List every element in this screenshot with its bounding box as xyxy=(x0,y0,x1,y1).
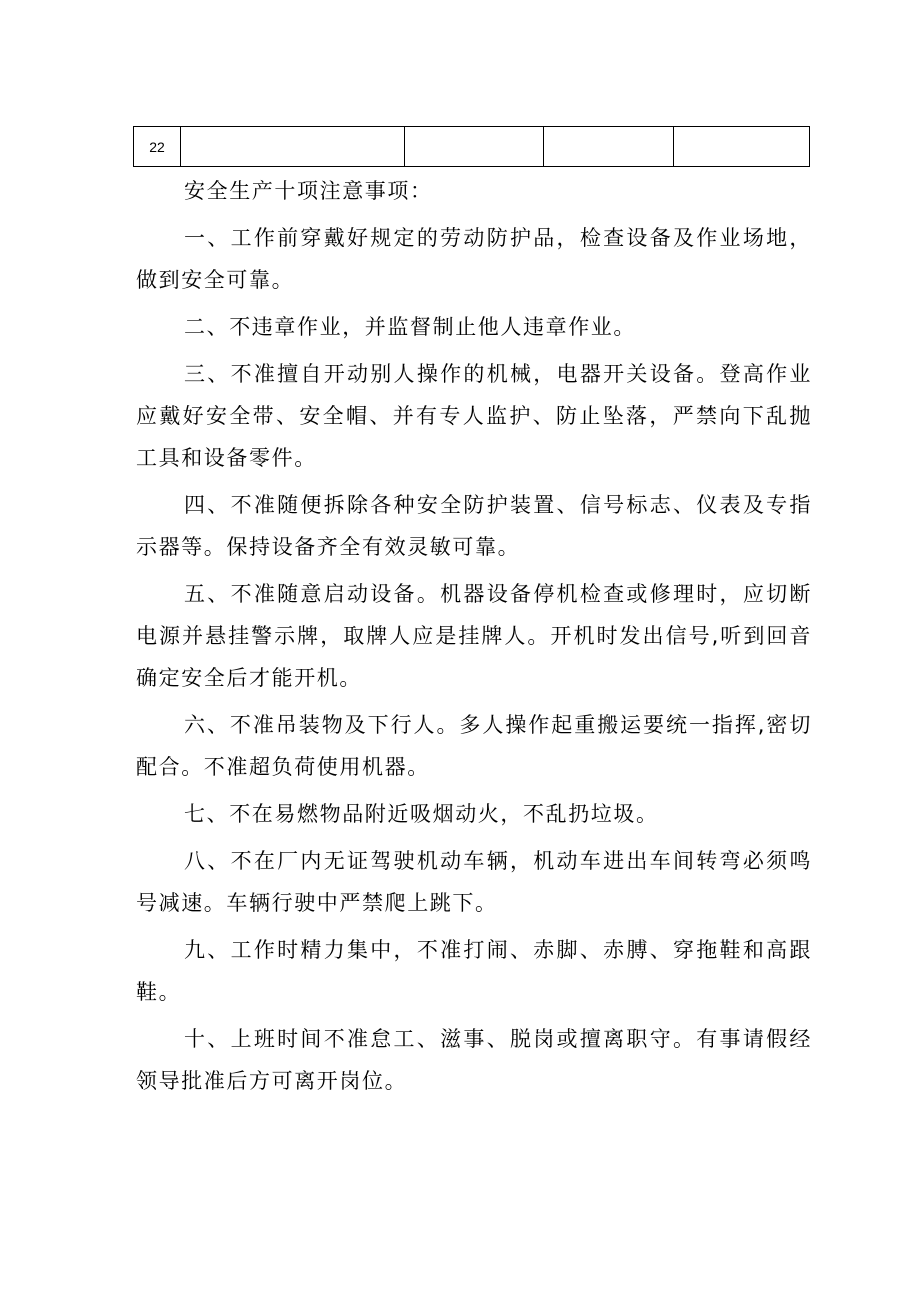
table-row xyxy=(134,127,810,167)
notice-item-6: 六、不准吊装物及下行人。多人操作起重搬运要统一指挥,密切配合。不准超负荷使用机器。 xyxy=(136,713,812,779)
record-table xyxy=(133,126,810,167)
table-cell xyxy=(544,127,674,167)
notice-item-10: 十、上班时间不准怠工、滋事、脱岗或擅离职守。有事请假经领导批准后方可离开岗位。 xyxy=(136,1027,812,1093)
notice-item-3: 三、不准擅自开动别人操作的机械，电器开关设备。登高作业应戴好安全带、安全帽、并有专人监护、防止坠落，严禁向下乱抛工具和设备零件。 xyxy=(136,362,812,470)
notice-item-2: 二、不违章作业，并监督制止他人违章作业。 xyxy=(184,315,636,339)
notice-item-5: 五、不准随意启动设备。机器设备停机检查或修理时，应切断电源并悬挂警示牌，取牌人应是挂牌人。开机时发出信号,听到回音确定安全后才能开机。 xyxy=(136,582,812,690)
section-heading: 安全生产十项注意事项： xyxy=(184,179,433,203)
row-number-cell: 22 xyxy=(134,127,181,167)
notice-item-7: 七、不在易燃物品附近吸烟动火，不乱扔垃圾。 xyxy=(184,802,659,826)
notice-item-8: 八、不在厂内无证驾驶机动车辆，机动车进出车间转弯必须鸣号减速。车辆行驶中严禁爬上跳下。 xyxy=(136,849,812,915)
safety-notice-section xyxy=(136,170,812,1107)
table-cell xyxy=(405,127,544,167)
notice-item-4: 四、不准随便拆除各种安全防护装置、信号标志、仪表及专指示器等。保持设备齐全有效灵敏可靠。 xyxy=(136,493,812,559)
notice-item-9: 九、工作时精力集中，不准打闹、赤脚、赤膊、穿拖鞋和高跟鞋。 xyxy=(136,938,812,1004)
notice-item-1: 一、工作前穿戴好规定的劳动防护品，检查设备及作业场地，做到安全可靠。 xyxy=(136,226,812,292)
table-cell xyxy=(674,127,810,167)
table-cell xyxy=(181,127,405,167)
